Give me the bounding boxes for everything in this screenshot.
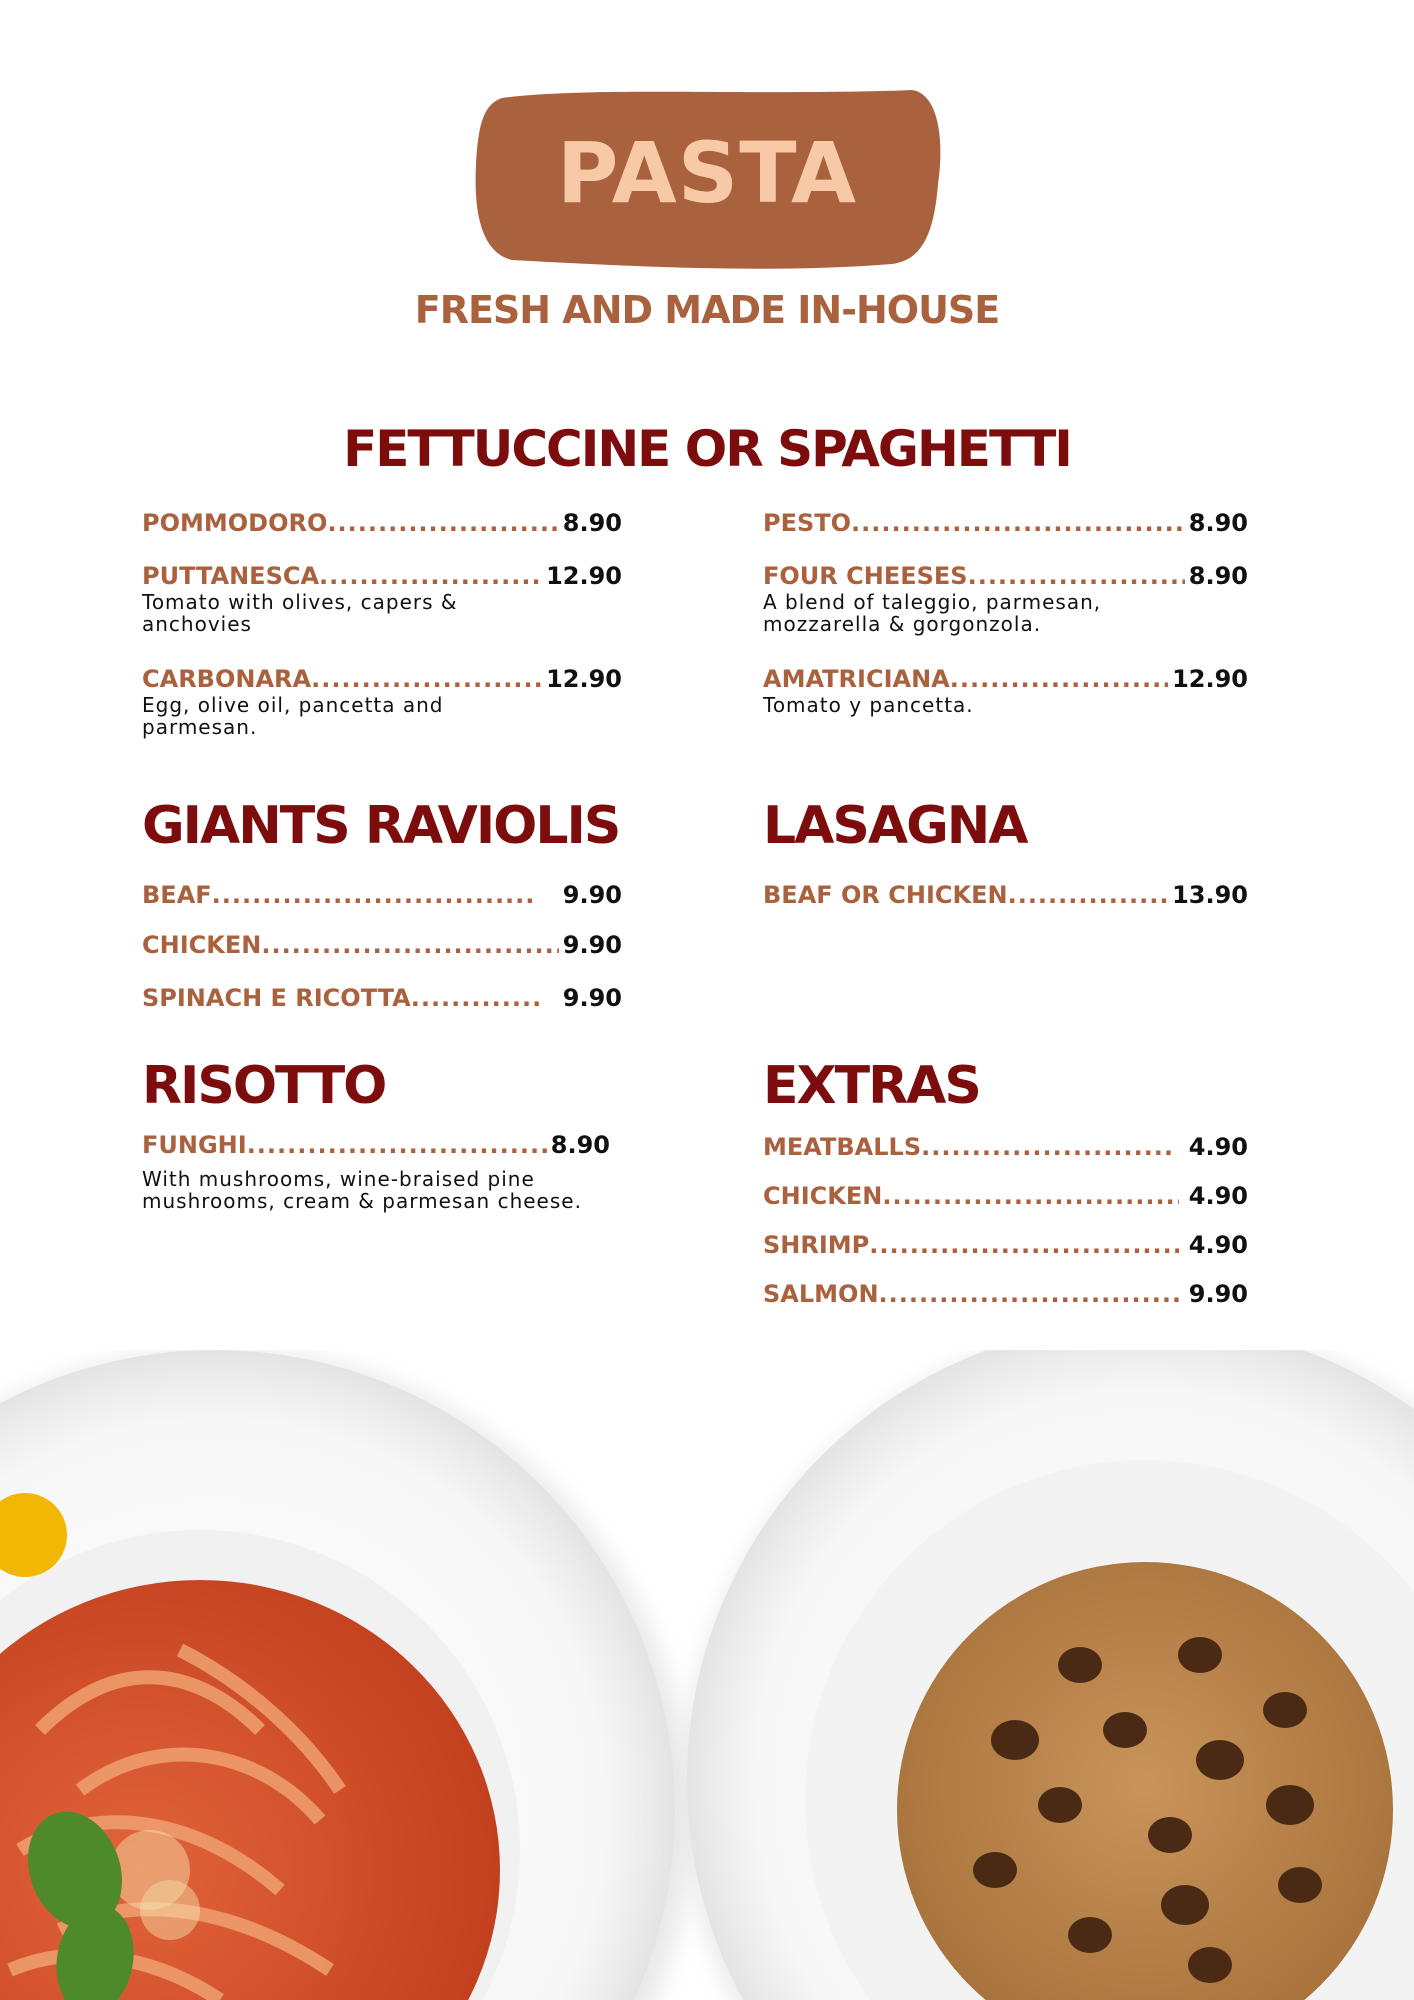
section-heading-extras: EXTRAS xyxy=(763,1056,980,1116)
item-price: 8.90 xyxy=(1188,562,1248,590)
item-name: SPINACH E RICOTTA xyxy=(142,984,411,1012)
section-heading-risotto: RISOTTO xyxy=(142,1056,386,1116)
menu-item xyxy=(763,1230,1248,1260)
dot-leader xyxy=(411,983,543,1013)
dot-leader xyxy=(921,1132,1171,1162)
menu-title: PASTA xyxy=(556,124,858,222)
item-description: Tomato y pancetta. xyxy=(763,693,974,717)
dot-leader xyxy=(879,1279,1179,1309)
menu-item xyxy=(763,1132,1248,1162)
dot-leader xyxy=(968,561,1185,591)
section-heading-fettuccine: FETTUCCINE OR SPAGHETTI xyxy=(343,420,1071,478)
menu-item xyxy=(142,664,622,738)
dot-leader xyxy=(311,664,542,694)
item-name: SALMON xyxy=(763,1280,879,1308)
item-name: PUTTANESCA xyxy=(142,562,320,590)
dot-leader xyxy=(261,930,558,960)
item-price: 8.90 xyxy=(562,509,622,537)
risotto-plate xyxy=(685,1350,1414,2000)
pasta-plate xyxy=(0,1350,690,2000)
item-price: 8.90 xyxy=(550,1131,610,1159)
dot-leader xyxy=(950,664,1168,694)
item-price: 8.90 xyxy=(1188,509,1248,537)
item-price: 9.90 xyxy=(562,984,622,1012)
item-price: 12.90 xyxy=(1172,665,1248,693)
dot-leader xyxy=(851,508,1185,538)
dot-leader xyxy=(1008,880,1169,910)
item-name: FOUR CHEESES xyxy=(763,562,968,590)
item-name: POMMODORO xyxy=(142,509,328,537)
menu-item xyxy=(142,508,622,538)
item-price: 9.90 xyxy=(1188,1280,1248,1308)
item-price: 4.90 xyxy=(1188,1133,1248,1161)
item-name: MEATBALLS xyxy=(763,1133,922,1161)
menu-item xyxy=(142,1130,610,1212)
dot-leader xyxy=(327,508,558,538)
menu-item xyxy=(763,508,1248,538)
menu-item xyxy=(142,880,622,910)
item-description: A blend of taleggio, parmesan, mozzarella & gorgonzola. xyxy=(763,590,1102,636)
menu-item xyxy=(142,983,622,1013)
section-heading-lasagna: LASAGNA xyxy=(763,796,1027,856)
menu-item xyxy=(142,930,622,960)
item-description: Tomato with olives, capers & anchovies xyxy=(142,590,458,636)
dot-leader xyxy=(212,880,533,910)
menu-item xyxy=(763,880,1248,910)
item-name: PESTO xyxy=(763,509,852,537)
item-name: AMATRICIANA xyxy=(763,665,950,693)
item-price: 13.90 xyxy=(1172,881,1248,909)
item-description: Egg, olive oil, pancetta and parmesan. xyxy=(142,693,444,739)
menu-item xyxy=(763,561,1248,635)
dot-leader xyxy=(882,1181,1178,1211)
menu-item xyxy=(763,664,1248,716)
item-name: FUNGHI xyxy=(142,1131,247,1159)
item-name: CHICKEN xyxy=(142,931,262,959)
item-price: 4.90 xyxy=(1188,1182,1248,1210)
menu-subtitle: FRESH AND MADE IN-HOUSE xyxy=(414,288,1000,332)
item-name: BEAF OR CHICKEN xyxy=(763,881,1008,909)
item-price: 12.90 xyxy=(546,665,622,693)
dot-leader xyxy=(319,561,542,591)
menu-item xyxy=(763,1181,1248,1211)
item-name: CHICKEN xyxy=(763,1182,883,1210)
item-price: 9.90 xyxy=(562,931,622,959)
pasta-and-risotto-plates-photo xyxy=(0,1350,1414,2000)
item-price: 4.90 xyxy=(1188,1231,1248,1259)
menu-item xyxy=(763,1279,1248,1309)
item-price: 12.90 xyxy=(546,562,622,590)
item-name: SHRIMP xyxy=(763,1231,870,1259)
item-price: 9.90 xyxy=(562,881,622,909)
item-name: CARBONARA xyxy=(142,665,312,693)
item-description: With mushrooms, wine-braised pine mushrooms, cream & parmesan cheese. xyxy=(142,1167,582,1213)
item-name: BEAF xyxy=(142,881,212,909)
dot-leader xyxy=(869,1230,1179,1260)
section-heading-raviolis: GIANTS RAVIOLIS xyxy=(142,796,620,856)
dot-leader xyxy=(247,1130,547,1160)
menu-item xyxy=(142,561,622,635)
